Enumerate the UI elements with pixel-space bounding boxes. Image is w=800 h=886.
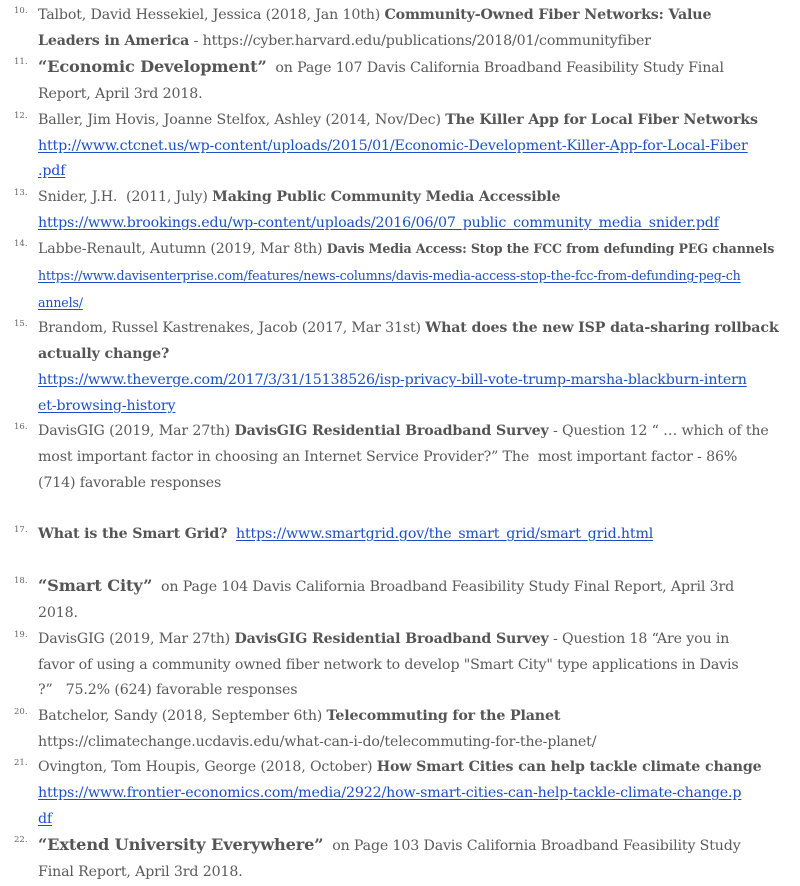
reference-list <box>0 3 800 886</box>
reference-title: Davis Media Access: Stop the FCC from defunding PEG channels <box>326 241 775 257</box>
reference-line <box>38 471 790 497</box>
reference-line <box>38 573 790 601</box>
reference-number: 14. <box>14 239 28 250</box>
reference-text: - https://cyber.harvard.edu/publications/2018/01/communityfiber <box>189 32 651 49</box>
reference-text: DavisGIG (2019, Mar 27th) <box>38 423 235 440</box>
reference-text: ?” 75.2% (624) favorable responses <box>38 682 298 699</box>
reference-text: on Page 104 Davis California Broadband Feasibility Study Final Report, April 3rd <box>152 579 735 596</box>
reference-link[interactable]: https://www.frontier-economics.com/media/2922/how-smart-cities-can-help-tackle-climate-change.p <box>38 785 742 802</box>
reference-title: Community-Owned Fiber Networks: Value <box>384 7 712 23</box>
reference-line <box>38 134 790 160</box>
reference-title: Making Public Community Media Accessible <box>212 188 561 205</box>
reference-text: Report, April 3rd 2018. <box>38 86 203 103</box>
reference-title: “Smart City” <box>38 576 153 596</box>
reference-line <box>38 342 790 368</box>
reference-item <box>0 185 800 236</box>
reference-text: Talbot, David Hessekiel, Jessica (2018, Jan 10th) <box>38 7 385 23</box>
reference-item <box>0 755 800 832</box>
blank-spacer <box>0 548 800 574</box>
reference-number: 10. <box>14 6 28 16</box>
reference-title: What does the new ISP data-sharing rollback <box>425 320 779 337</box>
reference-link[interactable]: https://www.brookings.edu/wp-content/uploads/2016/06/07_public_community_media_snider.pdf <box>38 214 719 231</box>
reference-item <box>0 832 800 885</box>
reference-number: 18. <box>14 576 28 587</box>
reference-line <box>38 601 790 627</box>
reference-item <box>0 627 800 704</box>
reference-line <box>38 419 790 445</box>
reference-line <box>38 522 790 548</box>
reference-number: 11. <box>14 57 28 68</box>
reference-number: 17. <box>14 525 28 536</box>
reference-item <box>0 54 800 107</box>
reference-text: https://climatechange.ucdavis.edu/what-can-i-do/telecommuting-for-the-planet/ <box>38 733 597 750</box>
reference-text: favor of using a community owned fiber network to develop "Smart City" type applications in Davis <box>38 656 739 673</box>
reference-text: Ovington, Tom Houpis, George (2018, October) <box>38 759 377 776</box>
reference-line <box>38 704 790 730</box>
reference-line <box>38 3 790 29</box>
reference-line <box>38 755 790 781</box>
reference-number: 16. <box>14 422 28 433</box>
reference-line <box>38 678 790 704</box>
reference-title: DavisGIG Residential Broadband Survey <box>234 630 549 647</box>
reference-link[interactable]: https://www.davisenterprise.com/features/news-columns/davis-media-access-stop-the-fcc-from-defunding-peg-ch <box>38 268 741 284</box>
blank-spacer <box>0 496 800 522</box>
reference-line <box>38 29 790 55</box>
reference-item <box>0 573 800 626</box>
reference-text: Brandom, Russel Kastrenakes, Jacob (2017, Mar 31st) <box>38 320 426 337</box>
reference-text: Snider, J.H. (2011, July) <box>38 188 213 205</box>
reference-title: What is the Smart Grid? <box>38 526 228 543</box>
reference-line <box>38 627 790 653</box>
reference-link[interactable]: http://www.ctcnet.us/wp-content/uploads/2015/01/Economic-Development-Killer-App-for-Local-Fiber <box>38 137 748 154</box>
reference-number: 20. <box>14 706 28 717</box>
reference-link[interactable]: annels/ <box>38 294 83 310</box>
reference-text: Labbe-Renault, Autumn (2019, Mar 8th) <box>38 241 327 258</box>
reference-line <box>38 290 790 317</box>
reference-item <box>0 316 800 419</box>
reference-text: - Question 18 “Are you in <box>548 630 730 647</box>
reference-text <box>227 526 236 542</box>
reference-number: 12. <box>14 110 28 121</box>
reference-line <box>38 54 790 82</box>
reference-line <box>38 263 790 290</box>
reference-title: “Extend University Everywhere” <box>38 835 324 855</box>
reference-line <box>38 653 790 679</box>
reference-line <box>38 185 790 211</box>
reference-line <box>38 159 790 185</box>
reference-number: 19. <box>14 629 28 640</box>
reference-line <box>38 832 790 860</box>
reference-item <box>0 236 800 316</box>
reference-line <box>38 781 790 807</box>
reference-link[interactable]: .pdf <box>38 163 66 180</box>
reference-text: DavisGIG (2019, Mar 27th) <box>38 630 235 647</box>
reference-text: Baller, Jim Hovis, Joanne Stelfox, Ashley (2014, Nov/Dec) <box>38 111 446 128</box>
reference-text: on Page 107 Davis California Broadband Feasibility Study Final <box>266 60 724 77</box>
reference-link[interactable]: et-browsing-history <box>38 397 176 414</box>
reference-title: DavisGIG Residential Broadband Survey <box>234 423 549 440</box>
reference-item <box>0 704 800 755</box>
reference-text: most important factor in choosing an Internet Service Provider?” The most important factor - 86% <box>38 448 738 465</box>
reference-number: 22. <box>14 835 28 846</box>
reference-title: Leaders in America <box>38 32 190 49</box>
reference-line <box>38 807 790 833</box>
reference-text: - Question 12 “ … which of the <box>548 423 769 440</box>
reference-number: 21. <box>14 758 28 769</box>
reference-line <box>38 445 790 471</box>
reference-line <box>38 236 790 263</box>
reference-title: Telecommuting for the Planet <box>326 707 561 724</box>
reference-text: (714) favorable responses <box>38 474 222 491</box>
reference-text: Batchelor, Sandy (2018, September 6th) <box>38 707 327 724</box>
reference-link[interactable]: https://www.smartgrid.gov/the_smart_grid/smart_grid.html <box>236 526 654 543</box>
reference-number: 13. <box>14 187 28 198</box>
reference-title: actually change? <box>38 346 170 363</box>
reference-line <box>38 82 790 108</box>
reference-line <box>38 730 790 756</box>
reference-line <box>38 860 790 886</box>
reference-line <box>38 368 790 394</box>
reference-item <box>0 108 800 185</box>
reference-text: Final Report, April 3rd 2018. <box>38 864 243 881</box>
reference-line <box>38 316 790 342</box>
reference-link[interactable]: df <box>38 810 53 827</box>
reference-line <box>38 394 790 420</box>
reference-line <box>38 108 790 134</box>
reference-item <box>0 3 800 54</box>
reference-title: The Killer App for Local Fiber Networks <box>445 111 758 128</box>
reference-item <box>0 419 800 496</box>
reference-link[interactable]: https://www.theverge.com/2017/3/31/15138526/isp-privacy-bill-vote-trump-marsha-blackburn-intern <box>38 371 747 388</box>
reference-item <box>0 522 800 548</box>
reference-title: How Smart Cities can help tackle climate change <box>376 759 762 776</box>
reference-text: on Page 103 Davis California Broadband Feasibility Study <box>323 838 741 855</box>
reference-title: “Economic Development” <box>38 57 267 77</box>
reference-line <box>38 211 790 237</box>
reference-number: 15. <box>14 319 28 330</box>
reference-text: 2018. <box>38 605 78 622</box>
